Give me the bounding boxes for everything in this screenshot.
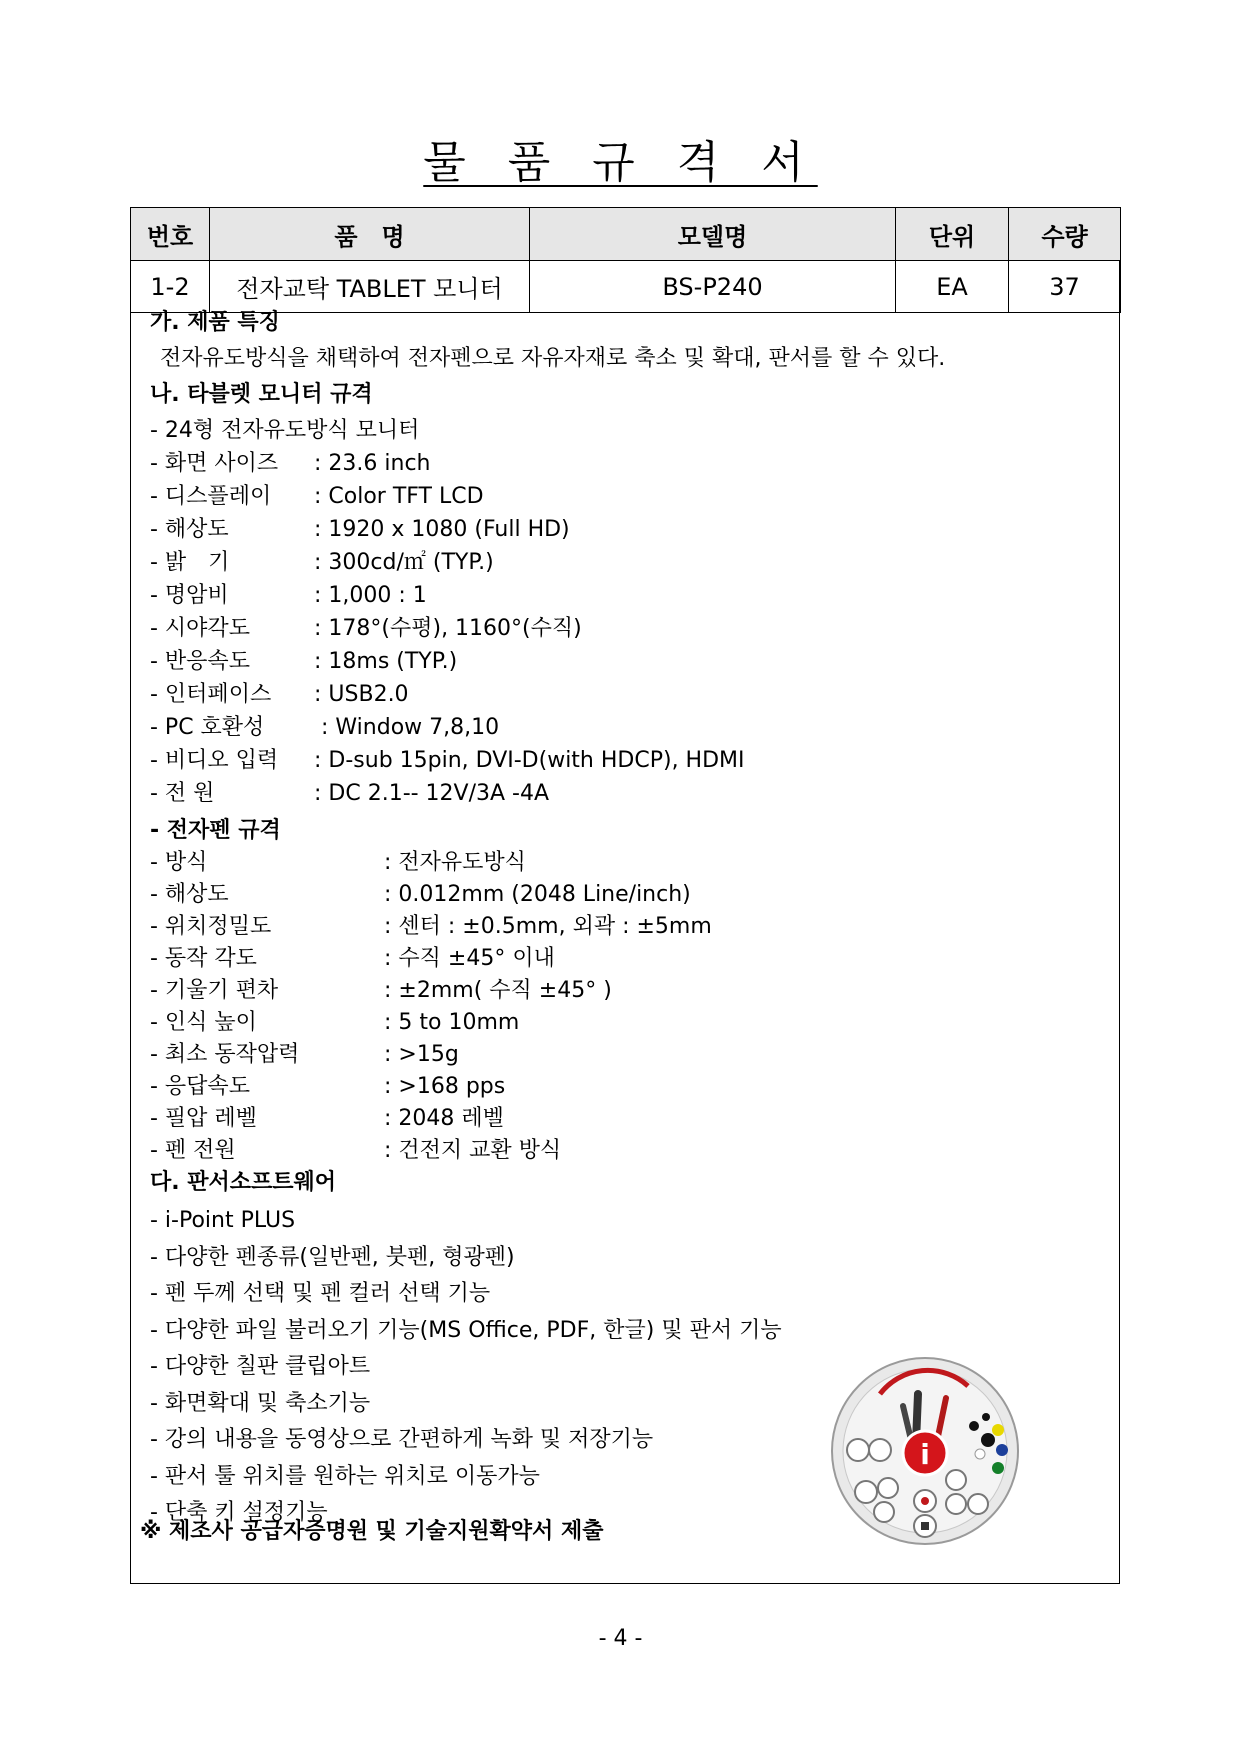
spec-label: - 반응속도	[150, 649, 250, 674]
spec-label: - 해상도	[150, 517, 229, 542]
spec-label: - 응답속도	[150, 1074, 250, 1099]
spec-value: : 1,000 : 1	[314, 583, 427, 608]
list-item	[150, 1135, 712, 1167]
section-a-text: 전자유도방식을 채택하여 전자펜으로 자유자재로 축소 및 확대, 판서를 할 수 있다.	[160, 346, 946, 371]
spec-value: : 2048 레벨	[384, 1106, 504, 1131]
section-a-heading: 가. 제품 특징	[150, 310, 280, 335]
spec-label: - 동작 각도	[150, 946, 257, 971]
spec-value: : Color TFT LCD	[314, 484, 484, 509]
list-item	[150, 546, 745, 579]
table-row	[131, 261, 1121, 313]
spec-label: - 전 원	[150, 781, 215, 806]
list-item	[150, 645, 745, 678]
spec-label: - 방식	[150, 850, 208, 875]
pen-spec-heading: - 전자펜 규격	[150, 818, 281, 843]
list-item	[150, 911, 712, 943]
list-item: - 다양한 파일 불러오기 기능(MS Office, PDF, 한글) 및 판서 기능	[150, 1317, 782, 1343]
spec-label: - 필압 레벨	[150, 1106, 257, 1131]
submission-note: ※ 제조사 공급자증명원 및 기술지원확약서 제출	[140, 1519, 604, 1544]
list-item	[150, 879, 712, 911]
list-item	[150, 1007, 712, 1039]
list-item: - 다양한 펜종류(일반펜, 붓펜, 형광펜)	[150, 1244, 515, 1270]
list-item: - 판서 툴 위치를 원하는 위치로 이동가능	[150, 1463, 540, 1489]
spec-value: : Window 7,8,10	[314, 715, 500, 740]
spec-value: : 전자유도방식	[384, 850, 526, 875]
spec-value: : 0.012mm (2048 Line/inch)	[384, 882, 691, 907]
section-b-intro: - 24형 전자유도방식 모니터	[150, 418, 420, 443]
spec-value: : 23.6 inch	[314, 451, 431, 476]
cell-item-name: 전자교탁 TABLET 모니터	[210, 261, 530, 313]
document-title: 물 품 규 격 서	[423, 137, 818, 188]
header-model-name: 모델명	[530, 208, 896, 261]
list-item	[150, 711, 745, 744]
section-c-heading: 다. 판서소프트웨어	[150, 1170, 337, 1195]
list-item	[150, 513, 745, 546]
header-number: 번호	[131, 208, 210, 261]
spec-value: : 178°(수평), 1160°(수직)	[314, 616, 582, 641]
spec-value: : DC 2.1-- 12V/3A -4A	[314, 781, 550, 806]
list-item	[150, 847, 712, 879]
list-item	[150, 612, 745, 645]
spec-value: : 건전지 교환 방식	[384, 1138, 562, 1163]
list-item	[150, 447, 745, 480]
spec-label: - PC 호환성	[150, 715, 265, 740]
spec-label: - 해상도	[150, 882, 229, 907]
spec-value: : 5 to 10mm	[384, 1010, 520, 1035]
list-item: - 펜 두께 선택 및 펜 컬러 선택 기능	[150, 1281, 491, 1306]
list-item	[150, 744, 745, 777]
spec-table	[130, 207, 1121, 313]
spec-label: - 인터페이스	[150, 682, 272, 707]
spec-value: : D-sub 15pin, DVI-D(with HDCP), HDMI	[314, 748, 745, 773]
spec-value: : 센터 : ±0.5mm, 외곽 : ±5mm	[384, 914, 712, 939]
spec-value: : >15g	[384, 1042, 459, 1067]
pen-tool-menu-icon	[828, 1354, 1022, 1548]
spec-label: - 펜 전원	[150, 1138, 236, 1163]
cell-quantity: 37	[1009, 261, 1121, 313]
list-item	[150, 579, 745, 612]
header-quantity: 수량	[1009, 208, 1121, 261]
list-item	[150, 1103, 712, 1135]
spec-label: - 디스플레이	[150, 484, 272, 509]
header-unit: 단위	[896, 208, 1009, 261]
header-item-name: 품 명	[210, 208, 530, 261]
page-number: - 4 -	[598, 1626, 643, 1651]
cell-unit: EA	[896, 261, 1009, 313]
spec-label: - 시야각도	[150, 616, 250, 641]
spec-value: : 수직 ±45° 이내	[384, 946, 555, 971]
spec-value: : 1920 x 1080 (Full HD)	[314, 517, 570, 542]
spec-label: - 화면 사이즈	[150, 451, 279, 476]
svg-text:i: i	[920, 1438, 930, 1471]
list-item: - 강의 내용을 동영상으로 간편하게 녹화 및 저장기능	[150, 1427, 654, 1452]
list-item: - 단축 키 설정기능	[150, 1500, 328, 1525]
spec-label: - 최소 동작압력	[150, 1042, 300, 1067]
spec-label: - 기울기 편차	[150, 978, 279, 1003]
cell-number: 1-2	[131, 261, 210, 313]
list-item	[150, 943, 712, 975]
spec-value: : USB2.0	[314, 682, 409, 707]
section-b-heading: 나. 타블렛 모니터 규격	[150, 382, 373, 407]
spec-label: - 밝 기	[150, 550, 230, 575]
spec-value: : >168 pps	[384, 1074, 506, 1099]
spec-value: : 18ms (TYP.)	[314, 649, 458, 674]
list-item: - 화면확대 및 축소기능	[150, 1390, 371, 1416]
spec-label: - 위치정밀도	[150, 914, 272, 939]
spec-label: - 인식 높이	[150, 1010, 257, 1035]
list-item	[150, 1039, 712, 1071]
table-header-row	[131, 208, 1121, 261]
cell-model-name: BS-P240	[530, 261, 896, 313]
list-item: - i-Point PLUS	[150, 1208, 296, 1233]
list-item	[150, 975, 712, 1007]
list-item	[150, 678, 745, 711]
spec-value: : ±2mm( 수직 ±45° )	[384, 978, 612, 1003]
spec-value: : 300cd/㎡ (TYP.)	[314, 550, 494, 575]
list-item	[150, 480, 745, 513]
list-item	[150, 777, 745, 810]
list-item: - 다양한 칠판 클립아트	[150, 1354, 371, 1379]
list-item	[150, 1071, 712, 1103]
spec-label: - 명암비	[150, 583, 229, 608]
spec-label: - 비디오 입력	[150, 748, 279, 773]
